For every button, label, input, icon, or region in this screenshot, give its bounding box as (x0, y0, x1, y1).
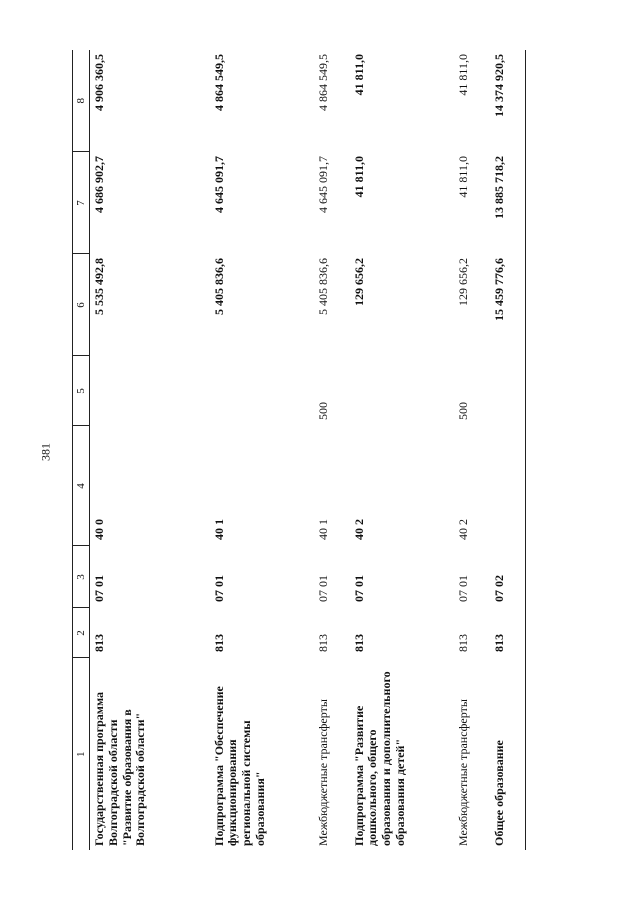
column-number: 7 (73, 152, 90, 254)
amount-col-6: 129 656,2 (455, 258, 470, 306)
amount-col-7: 41 811,0 (351, 156, 366, 198)
row-name: Межбюджетные трансферты (455, 699, 470, 846)
amount-col-8: 4 906 360,5 (92, 54, 106, 111)
section-code: 07 01 (211, 575, 226, 602)
table-row (314, 50, 350, 850)
column-number: 5 (73, 356, 90, 426)
amount-col-8: 4 864 549,5 (211, 54, 226, 111)
amount-col-6: 129 656,2 (351, 258, 366, 306)
section-code: 07 01 (455, 575, 470, 602)
expense-type-code (90, 356, 210, 426)
table-row (90, 50, 210, 850)
section-code: 07 01 (315, 575, 330, 602)
target-code: 40 2 (351, 519, 366, 540)
row-name: Общее образование (490, 658, 526, 850)
table-row (350, 50, 454, 850)
target-code: 40 1 (211, 519, 226, 540)
amount-col-7: 4 686 902,7 (92, 156, 106, 213)
section-code: 07 01 (92, 575, 106, 602)
column-number: 4 (73, 426, 90, 546)
amount-col-6: 5 405 836,6 (315, 258, 330, 315)
amount-col-6: 15 459 776,6 (490, 254, 526, 356)
target-code: 40 2 (455, 519, 470, 540)
column-number: 8 (73, 50, 90, 152)
amount-col-8: 41 811,0 (455, 54, 470, 96)
row-name: Государственная программа Волгоградской области "Развитие образования в Волгоградской области" (92, 691, 148, 846)
agency-code: 813 (211, 634, 226, 652)
target-code: 40 0 (92, 519, 106, 540)
agency-code: 813 (351, 634, 366, 652)
column-number: 1 (73, 658, 90, 850)
target-code (490, 426, 526, 546)
amount-col-7: 4 645 091,7 (211, 156, 226, 213)
section-code: 07 01 (351, 575, 366, 602)
row-name: Подпрограмма "Развитие дошкольного, общего образования и дополнительного образования детей" (351, 671, 407, 846)
table-row (490, 50, 526, 850)
table-row (210, 50, 314, 850)
agency-code: 813 (455, 634, 470, 652)
amount-col-7: 4 645 091,7 (315, 156, 330, 213)
column-number: 3 (73, 546, 90, 608)
row-name: Подпрограмма "Обеспечение функционирования региональной системы образования" (211, 686, 267, 846)
expense-type-code (350, 356, 454, 426)
amount-col-8: 41 811,0 (351, 54, 366, 96)
page-number: 381 (38, 443, 53, 461)
agency-code: 813 (490, 608, 526, 658)
table-row (454, 50, 490, 850)
amount-col-7: 41 811,0 (455, 156, 470, 198)
expense-type-code: 500 (455, 402, 470, 420)
row-name: Межбюджетные трансферты (315, 699, 330, 846)
budget-table (72, 50, 526, 850)
amount-col-7: 13 885 718,2 (490, 152, 526, 254)
agency-code: 813 (92, 634, 106, 652)
amount-col-6: 5 405 836,6 (211, 258, 226, 315)
budget-table-sheet (72, 50, 512, 850)
expense-type-code: 500 (315, 402, 330, 420)
column-number-row (73, 50, 90, 850)
agency-code: 813 (315, 634, 330, 652)
rotated-table-area (72, 50, 512, 850)
amount-col-6: 5 535 492,8 (92, 258, 106, 315)
expense-type-code (490, 356, 526, 426)
amount-col-8: 14 374 920,5 (490, 50, 526, 152)
column-number: 2 (73, 608, 90, 658)
amount-col-8: 4 864 549,5 (315, 54, 330, 111)
target-code: 40 1 (315, 519, 330, 540)
section-code: 07 02 (490, 546, 526, 608)
column-number: 6 (73, 254, 90, 356)
expense-type-code (210, 356, 314, 426)
